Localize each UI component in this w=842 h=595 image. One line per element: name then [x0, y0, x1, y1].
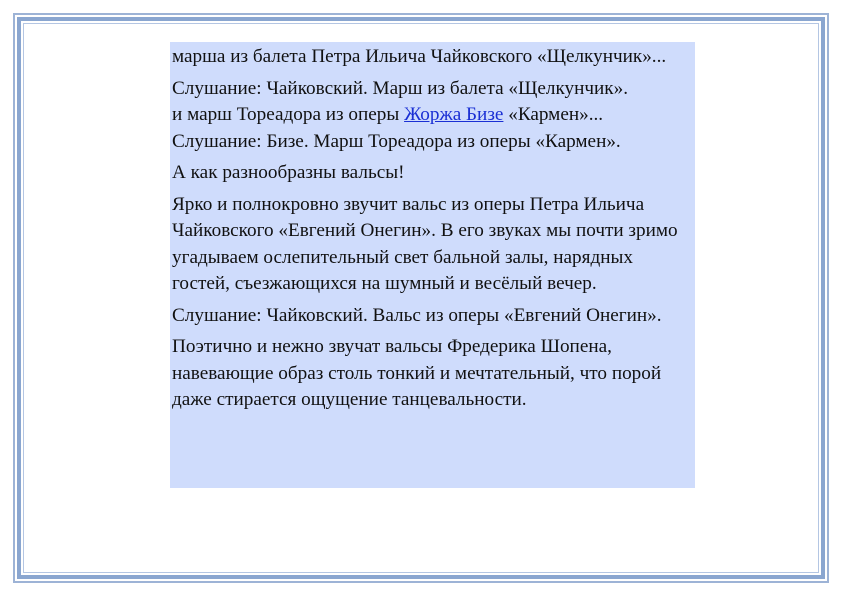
paragraph-waltzes: А как разнообразны вальсы!	[172, 162, 405, 183]
paragraph-toreador-march	[172, 102, 693, 129]
paragraph-listening-onegin: Слушание: Чайковский. Вальс из оперы «Евгений Онегин».	[172, 304, 662, 326]
paragraph-chopin-waltzes: Поэтично и нежно звучат вальсы Фредерика Шопена, навевающие образ столь тонкий и мечтательный, что порой даже стирается ощущение танцевальности.	[172, 336, 662, 410]
toreador-text-before-link: и марш Тореадора из оперы	[172, 104, 405, 125]
paragraph-listening-carmen: Слушание: Бизе. Марш Тореадора из оперы «Кармен».	[172, 130, 621, 152]
text-block	[170, 42, 695, 488]
toreador-text-after-link: «Кармен»...	[503, 104, 604, 125]
paragraph-onegin-waltz: Ярко и полнокровно звучит вальс из оперы Петра Ильича Чайковского «Евгений Онегин». В его звуках мы почти зримо угадываем ослепительный свет бальной залы, нарядных гостей, съезжающихся на шумный и весёлый вечер.	[172, 193, 678, 294]
bizet-link[interactable]: Жоржа Бизе	[404, 104, 504, 125]
paragraph-listening-nutcracker: Слушание: Чайковский. Марш из балета «Щелкунчик».	[172, 77, 628, 99]
paragraph-nutcracker-march: марша из балета Петра Ильича Чайковского «Щелкунчик»...	[172, 46, 667, 67]
